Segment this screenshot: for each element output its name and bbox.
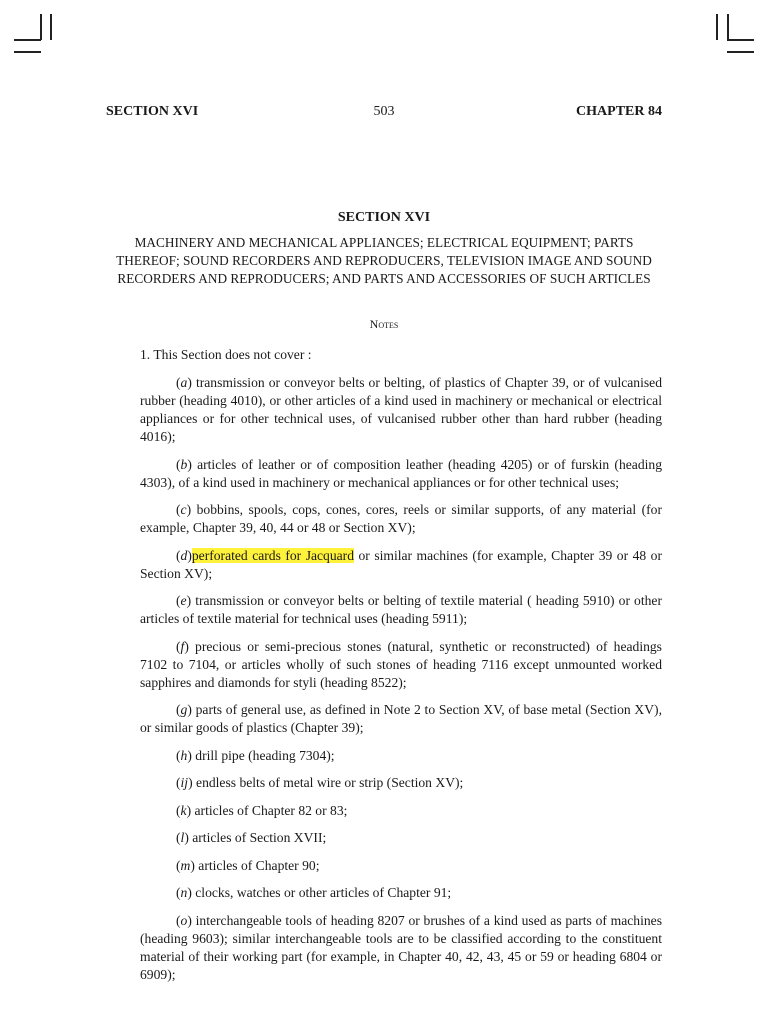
note-item-o: (o) interchangeable tools of heading 8207 or brushes of a kind used as parts of machines (heading 9603); similar interchangeable tools are to be classified according to the constituent material of their working part (for example, in Chapter 40, 42, 43, 45 or 59 or heading 6804 or 6909); — [140, 912, 662, 982]
highlighted-text: perforated cards for Jacquard — [191, 547, 355, 563]
note-item-l: (l) articles of Section XVII; — [176, 830, 327, 845]
crop-mark-top-left-horizontal-1 — [14, 39, 41, 41]
crop-mark-top-right-horizontal-2 — [727, 51, 754, 53]
note-item-h: (h) drill pipe (heading 7304); — [176, 747, 335, 763]
crop-mark-top-left-vertical-2 — [50, 14, 52, 40]
note-item-f: (f) precious or semi-precious stones (natural, synthetic or reconstructed) of headings 7102 to 7104, or articles wholly of such stones of heading 7116 except unmounted worked sapphires and diamonds for styli (heading 8522); — [140, 638, 662, 690]
notes-heading: Notes — [369, 317, 399, 331]
crop-mark-top-right-horizontal-1 — [727, 39, 754, 41]
crop-mark-top-right-vertical-1 — [716, 14, 718, 40]
crop-mark-top-left-vertical-1 — [40, 14, 42, 40]
note-item-e: (e) transmission or conveyor belts or belting of textile material ( heading 5910) or other articles of textile material for technical uses (heading 5911); — [140, 593, 662, 626]
header-page-number: 503 — [373, 104, 395, 119]
note-item-k: (k) articles of Chapter 82 or 83; — [176, 802, 348, 818]
note-item-ij: (ij) endless belts of metal wire or strip (Section XV); — [176, 775, 464, 790]
note-item-b: (b) articles of leather or of composition leather (heading 4205) or of furskin (heading 4303), of a kind used in machinery or mechanical appliances or for other technical uses; — [140, 456, 662, 490]
note-item-d: (d)perforated cards for Jacquard or similar machines (for example, Chapter 39 or 48 or Section XV); — [140, 547, 662, 581]
note-1-lead: 1. This Section does not cover : — [140, 347, 312, 362]
header-section-label: SECTION XVI — [106, 104, 199, 119]
header-chapter-label: CHAPTER 84 — [576, 104, 662, 119]
note-item-a: (a) transmission or conveyor belts or belting, of plastics of Chapter 39, or of vulcanised rubber (heading 4010), or other articles of a kind used in machinery or mechanical or electrical appliances or for other technical uses, of vulcanised rubber other than hard rubber (heading 4016); — [140, 375, 662, 444]
crop-mark-top-left-horizontal-2 — [14, 51, 41, 53]
note-item-m: (m) articles of Chapter 90; — [176, 857, 320, 873]
section-subtitle: MACHINERY AND MECHANICAL APPLIANCES; ELECTRICAL EQUIPMENT; PARTS THEREOF; SOUND RECORDERS AND REPRODUCERS, TELEVISION IMAGE AND SOUND RECORDERS AND REPRODUCERS; AND PARTS AND ACCESSORIES OF SUCH ARTICLES — [116, 235, 652, 286]
note-item-g: (g) parts of general use, as defined in Note 2 to Section XV, of base metal (Section XV), or similar goods of plastics (Chapter 39); — [140, 702, 662, 735]
note-item-c: (c) bobbins, spools, cops, cones, cores, reels or similar supports, of any material (for example, Chapter 39, 40, 44 or 48 or Section XV); — [140, 502, 662, 535]
notes-body — [140, 346, 662, 993]
crop-mark-top-right-vertical-2 — [727, 14, 729, 40]
section-title: SECTION XVI — [337, 210, 431, 225]
note-item-n: (n) clocks, watches or other articles of Chapter 91; — [176, 885, 452, 900]
